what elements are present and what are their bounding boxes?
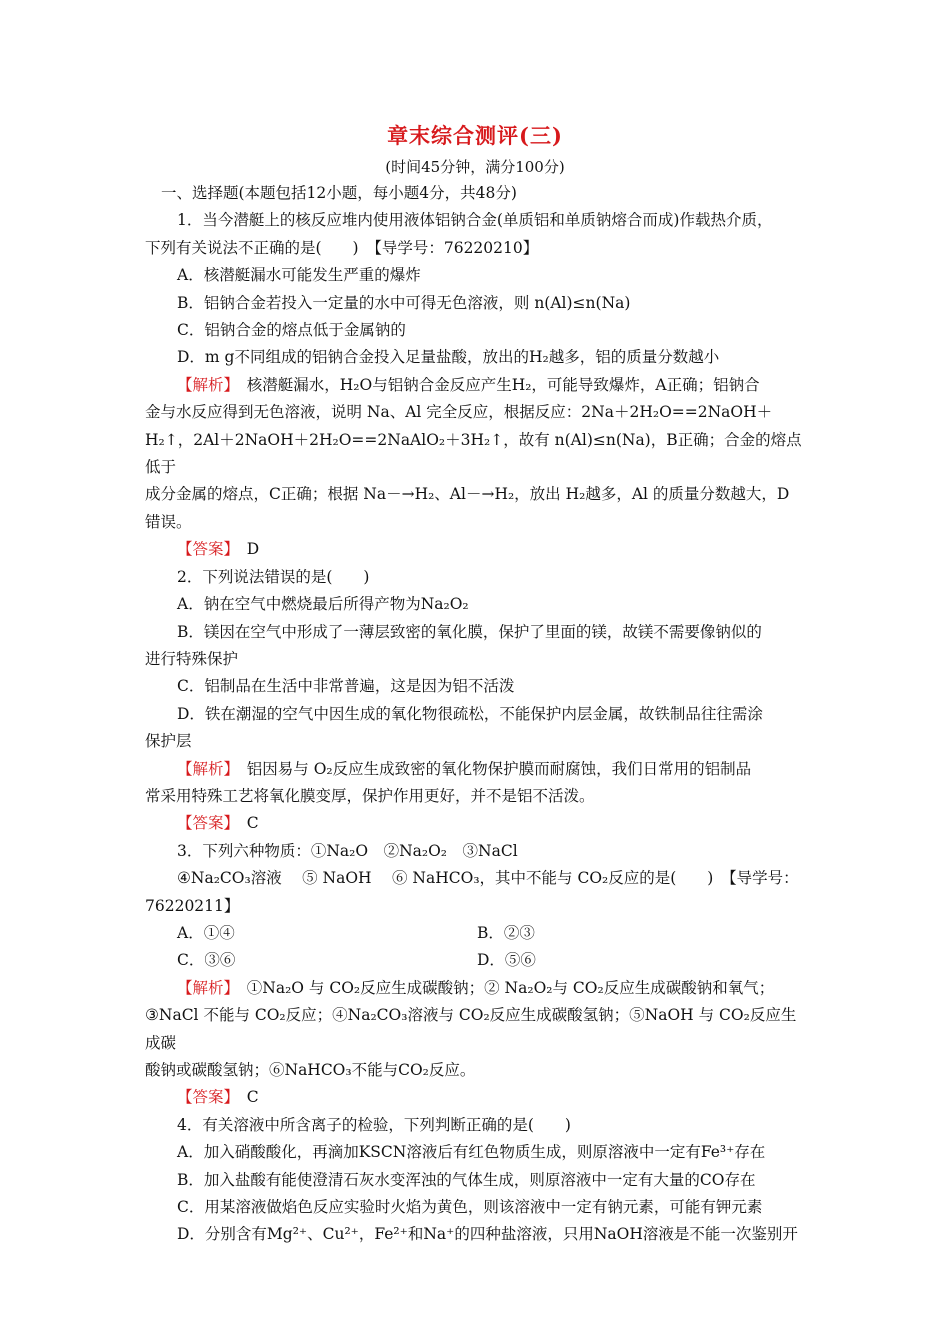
q2-answer: 【答案】 C xyxy=(177,814,259,833)
answer-tag: 【答案】 xyxy=(177,540,232,559)
q3-answer: 【答案】 C xyxy=(177,1088,259,1107)
q2-stem: 2．下列说法错误的是( ) xyxy=(177,567,370,586)
section-heading: 一、选择题(本题包括12小题，每小题4分，共48分) xyxy=(161,184,517,202)
analysis-tag: 【解析】 xyxy=(177,978,232,997)
q3-stem-line3: 76220211】 xyxy=(145,896,240,915)
q3-option-c: C．③⑥ xyxy=(177,951,236,970)
page-title: 章末综合测评(三) xyxy=(387,123,563,148)
q2-option-b-line1: B．镁因在空气中形成了一薄层致密的氧化膜，保护了里面的镁，故镁不需要像钠似的 xyxy=(177,622,762,641)
q2-option-a: A．钠在空气中燃烧最后所得产物为Na₂O₂ xyxy=(177,595,469,614)
q4-option-a: A．加入硝酸酸化，再滴加KSCN溶液后有红色物质生成，则原溶液中一定有Fe³⁺存在 xyxy=(177,1143,766,1162)
q2-option-b-line2: 进行特殊保护 xyxy=(145,649,239,668)
q1-stem-line2: 下列有关说法不正确的是( ) 【导学号：76220210】 xyxy=(145,238,539,257)
page-subtitle: (时间45分钟，满分100分) xyxy=(385,158,565,176)
q3-analysis-line2: ③NaCl 不能与 CO₂反应；④Na₂CO₃溶液与 CO₂反应生成碳酸氢钠；⑤NaOH 与 CO₂反应生成碳 xyxy=(145,1006,797,1052)
q4-option-d: D．分别含有Mg²⁺、Cu²⁺，Fe²⁺和Na⁺的四种盐溶液，只用NaOH溶液是不能一次鉴别开 xyxy=(177,1225,798,1244)
q3-option-d: D．⑤⑥ xyxy=(477,951,536,970)
q3-analysis-line1: 【解析】 ①Na₂O 与 CO₂反应生成碳酸钠；② Na₂O₂与 CO₂反应生成碳酸钠和氧气； xyxy=(177,978,775,997)
q3-stem-line1: 3．下列六种物质：①Na₂O ②Na₂O₂ ③NaCl xyxy=(177,841,518,860)
q2-option-d-line2: 保护层 xyxy=(145,732,192,751)
q1-option-c: C．铝钠合金的熔点低于金属钠的 xyxy=(177,321,406,340)
question-4 xyxy=(145,1112,810,1249)
answer-tag: 【答案】 xyxy=(177,814,232,833)
q1-analysis-line5: 错误。 xyxy=(145,512,192,531)
q1-analysis-line2: 金与水反应得到无色溶液，说明 Na、Al 完全反应，根据反应：2Na＋2H₂O==2NaOH＋ xyxy=(145,403,773,422)
q2-analysis-line2: 常采用特殊工艺将氧化膜变厚，保护作用更好，并不是铝不活泼。 xyxy=(145,786,595,805)
q2-analysis-line1: 【解析】 铝因易与 O₂反应生成致密的氧化物保护膜而耐腐蚀，我们日常用的铝制品 xyxy=(177,759,752,778)
q3-stem-line2: ④Na₂CO₃溶液 ⑤ NaOH ⑥ NaHCO₃，其中不能与 CO₂反应的是( ) 【导学号： xyxy=(177,869,799,888)
document-body xyxy=(145,180,810,1249)
question-3 xyxy=(145,838,810,1112)
question-1 xyxy=(145,207,810,563)
q4-option-b: B．加入盐酸有能使澄清石灰水变浑浊的气体生成，则原溶液中一定有大量的CO存在 xyxy=(177,1170,756,1189)
q4-option-c: C．用某溶液做焰色反应实验时火焰为黄色，则该溶液中一定有钠元素，可能有钾元素 xyxy=(177,1198,763,1217)
q1-answer: 【答案】 D xyxy=(177,540,260,559)
q1-option-d: D．m g不同组成的铝钠合金投入足量盐酸，放出的H₂越多，铝的质量分数越小 xyxy=(177,348,720,367)
q1-option-a: A．核潜艇漏水可能发生严重的爆炸 xyxy=(177,266,421,285)
question-2 xyxy=(145,564,810,838)
q3-options-row1 xyxy=(145,920,810,947)
q2-option-d-line1: D．铁在潮湿的空气中因生成的氧化物很疏松，不能保护内层金属，故铁制品往往需涂 xyxy=(177,704,763,723)
q3-options-row2 xyxy=(145,947,810,974)
analysis-tag: 【解析】 xyxy=(177,759,232,778)
q1-stem-line1: 1．当今潜艇上的核反应堆内使用液体铝钠合金(单质铝和单质钠熔合而成)作载热介质， xyxy=(177,211,773,230)
answer-tag: 【答案】 xyxy=(177,1088,232,1107)
q3-option-a: A．①④ xyxy=(177,923,235,942)
q3-option-b: B．②③ xyxy=(477,923,535,942)
q2-option-c: C．铝制品在生活中非常普遍，这是因为铝不活泼 xyxy=(177,677,515,696)
q1-analysis-line3: H₂↑，2Al＋2NaOH＋2H₂O==2NaAlO₂＋3H₂↑，故有 n(Al)≤n(Na)，B正确；合金的熔点低于 xyxy=(145,430,802,477)
q1-option-b: B．铝钠合金若投入一定量的水中可得无色溶液，则 n(Al)≤n(Na) xyxy=(177,293,631,312)
q1-analysis-line4: 成分金属的熔点，C正确；根据 Na－→H₂、Al－→H₂，放出 H₂越多，Al 的质量分数越大，D xyxy=(145,485,790,504)
analysis-tag: 【解析】 xyxy=(177,375,232,394)
q1-analysis-line1: 【解析】 核潜艇漏水，H₂O与铝钠合金反应产生H₂，可能导致爆炸，A正确；铝钠合 xyxy=(177,375,760,394)
q3-analysis-line3: 酸钠或碳酸氢钠；⑥NaHCO₃不能与CO₂反应。 xyxy=(145,1061,476,1079)
q4-stem: 4．有关溶液中所含离子的检验，下列判断正确的是( ) xyxy=(177,1115,571,1134)
